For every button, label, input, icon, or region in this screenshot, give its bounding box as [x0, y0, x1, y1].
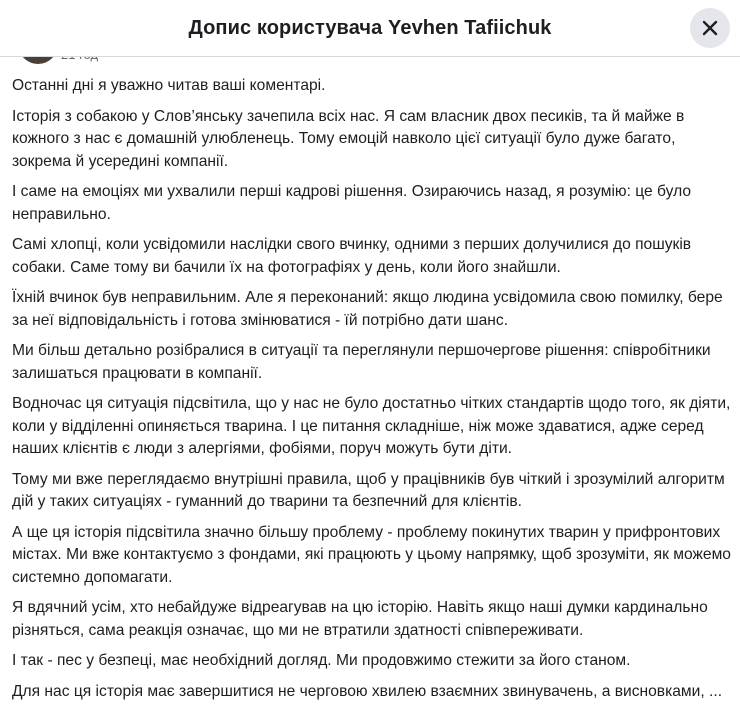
dialog-title: Допис користувача Yevhen Tafiichuk: [188, 17, 552, 39]
post-paragraph: Тому ми вже переглядаємо внутрішні правила, щоб у працівників був чіткий і зрозумілий алгоритм дій у таких ситуаціях - гуманний до тварини та безпечний для клієнтів.: [12, 470, 725, 510]
post-paragraph: Їхній вчинок був неправильним. Але я переконаний: якщо людина усвідомила свою помилку, бере за неї відповідальність і готова змінюватися - їй потрібно дати шанс.: [12, 289, 723, 329]
post-paragraph: Самі хлопці, коли усвідомили наслідки свого вчинку, одними з перших долучилися до пошуків собаки. Саме тому ви бачили їх на фотографіях у день, коли його знайшли.: [12, 236, 692, 276]
post-paragraph: Історія з собакою у Слов’янську зачепила всіх нас. Я сам власник двох песиків, та й майже в кожного з нас є домашній улюбленець. Тому емоцій навколо цієї ситуації було дуже багато, зокрема й усередині компанії.: [12, 107, 685, 170]
post-paragraph: І саме на емоціях ми ухвалили перші кадрові рішення. Озираючись назад, я розумію: це було неправильно.: [12, 183, 692, 223]
post-paragraph: Ми більш детально розібралися в ситуації та переглянули першочергове рішення: співробітники залишаться працювати в компанії.: [12, 342, 711, 382]
post-paragraph: І так - пес у безпеці, має необхідний догляд. Ми продовжимо стежити за його станом.: [12, 652, 631, 669]
post-paragraph: Останні дні я уважно читав ваші коментарі.: [12, 77, 326, 94]
post-paragraph: Для нас ця історія має завершитися не черговою хвилею взаємних звинувачень, а висновками, ...: [12, 682, 723, 700]
post-paragraph: Я вдячний усім, хто небайдуже відреагував на цю історію. Навіть якщо наші думки кардинально різняться, сама реакція означає, що ми не втратили здатності співпереживати.: [12, 599, 708, 639]
close-icon: [700, 18, 720, 38]
scroll-fade: [0, 676, 740, 682]
post-body: [12, 75, 732, 711]
post-paragraph: А ще ця історія підсвітила значно більшу проблему - проблему покинутих тварин у прифронтових містах. Ми вже контактуємо з фондами, які працюють у цьому напрямку, щоб зрозуміти, як можемо системно допомагати.: [12, 523, 731, 586]
close-button[interactable]: [690, 8, 730, 48]
post-paragraph: Водночас ця ситуація підсвітила, що у нас не було достатньо чітких стандартів щодо того, як діяти, коли у відділенні опиняється тварина. І це питання складніше, ніж може здаватися, адже серед наших клієнтів є люди з алергіями, фобіями, поруч можуть бути діти.: [12, 395, 731, 457]
dialog-header: [0, 0, 740, 57]
